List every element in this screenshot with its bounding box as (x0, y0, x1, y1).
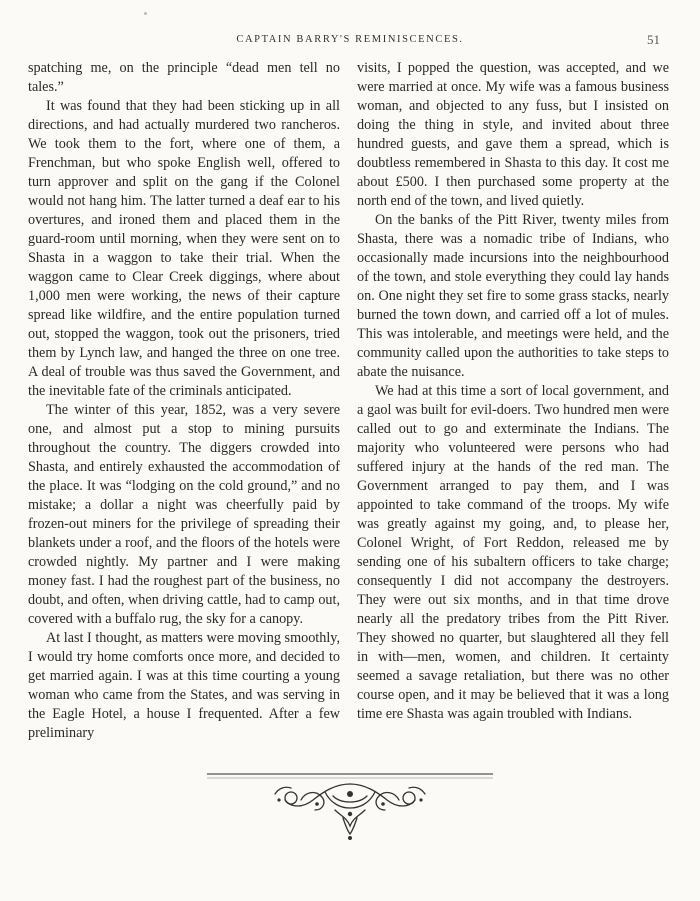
paragraph: The winter of this year, 1852, was a very severe one, and almost put a stop to mining pursuits throughout the country. The diggers crowded into Shasta, and entirely exhausted the accommodation of the place. It was “lodging on the cold ground,” and no mistake; a dollar a night was cheerfully paid by frozen-out miners for the privilege of spreading their blankets under a roof, and the floors of the hotels were crowded nightly. My partner and I were making money fast. I had the roughest part of the business, no doubt, and often, when driving cattle, had to camp out, covered with a buffalo rug, the sky for a canopy. (28, 402, 340, 627)
left-column (28, 59, 340, 743)
paragraph: It was found that they had been sticking up in all directions, and had actually murdered two rancheros. We took them to the fort, where one of them, a Frenchman, but who spoke English well, offered to turn approver and split on the gang if the Colonel would not hang him. The latter turned a deaf ear to his overtures, and ironed them and placed them in the guard-room until morning, when they were sent on to Shasta in a waggon to take their trial. When the waggon came to Clear Creek diggings, where about 1,000 men were working, the news of their capture spread like wildfire, and the entire population turned out, stopped the waggon, took out the prisoners, tried them by Lynch law, and hanged the three on one tree. A deal of trouble was thus saved the Government, and the inevitable fate of the criminals anticipated. (28, 98, 340, 399)
paragraph: On the banks of the Pitt River, twenty miles from Shasta, there was a nomadic tribe of Indians, who occasionally made incursions into the neighbourhood of the town, and stole everything they could lay hands on. One night they set fire to some grass stacks, nearly burned the town down, and carried off a lot of mules. This was intolerable, and meetings were held, and the community called upon the authorities to take steps to abate the nuisance. (357, 212, 669, 380)
page-number: 51 (647, 32, 660, 47)
paragraph: We had at this time a sort of local government, and a gaol was built for evil-doers. Two hundred men were called out to go and exterminate the Indians. The majority who volunteered were persons who had suffered injury at the hands of the red man. The Government arranged to pay them, and I was appointed to take command of the troops. My wife was greatly against my going, and, to please her, Colonel Wright, of Fort Reddon, released me by sending one of his subaltern officers to take charge; consequently I did not accompany the destroyers. They were out six months, and in that time drove nearly all the predatory tribes from the Pitt River. They showed no quarter, but slaughtered all they fell in with—men, women, and children. It certainty seemed a savage retaliation, but there was no other course open, and it may be believed that it was a long time ere Shasta was again troubled with Indians. (357, 383, 669, 722)
speck (144, 12, 147, 15)
right-column (357, 59, 669, 724)
paragraph: At last I thought, as matters were moving smoothly, I would try home comforts once more, and decided to get married again. I was at this time courting a young woman who came from the States, and was serving in the Eagle Hotel, a house I frequented. After a few preliminary (28, 630, 340, 741)
paragraph: spatching me, on the principle “dead men tell no tales.” (28, 60, 340, 95)
paragraph: visits, I popped the question, was accepted, and we were married at once. My wife was a famous business woman, and objected to any fuss, but I insisted on doing the thing in style, and invited about three hundred guests, and gave them a spread, which is doubtless remembered in Shasta to this day. It cost me about £500. I then purchased some property at the north end of the town, and lived quietly. (357, 60, 669, 209)
tailpiece-ornament-icon (205, 770, 495, 850)
running-head: CAPTAIN BARRY'S REMINISCENCES. (236, 34, 464, 45)
